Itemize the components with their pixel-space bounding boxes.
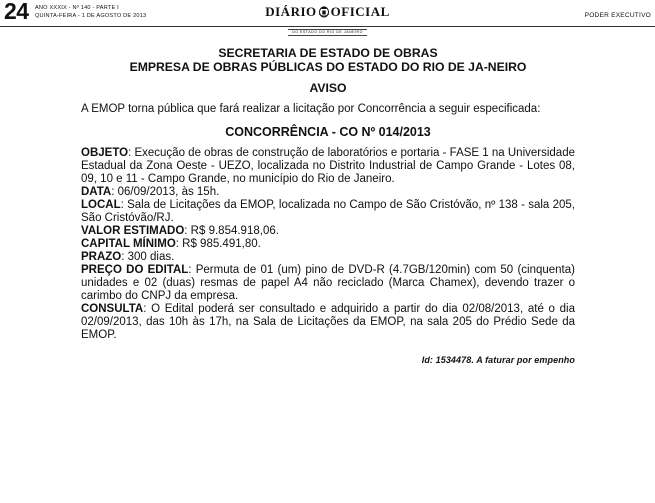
masthead-title bbox=[260, 4, 395, 20]
notice-body bbox=[81, 47, 575, 367]
objeto-text: : Execução de obras de construção de laboratórios e portaria - FASE 1 na Universidade Estadual da Zona Oeste - UEZO, localizada no Distrito Industrial de Campo Grande - Lotes 08, 09, 10 e 11 - Campo Grande, no município do Rio de Janeiro. bbox=[81, 147, 575, 185]
consulta-label: CONSULTA bbox=[81, 303, 144, 315]
notice-id: Id: 1534478. A faturar por empenho bbox=[421, 355, 575, 365]
competition-heading: CONCORRÊNCIA - CO Nº 014/2013 bbox=[225, 124, 431, 139]
valor-text: : R$ 9.854.918,06. bbox=[184, 225, 279, 237]
objeto-label: OBJETO bbox=[81, 147, 129, 159]
capital-paragraph bbox=[81, 238, 575, 251]
page-number: 24 bbox=[4, 0, 29, 24]
masthead-left: DIÁRIO bbox=[265, 4, 317, 19]
issue-info bbox=[35, 4, 146, 20]
prazo-text: : 300 dias. bbox=[121, 251, 175, 263]
header-divider bbox=[0, 26, 655, 27]
capital-text: : R$ 985.491,80. bbox=[175, 238, 261, 250]
preco-label: PREÇO DO EDITAL bbox=[81, 264, 189, 276]
org-line-1: SECRETARIA DE ESTADO DE OBRAS bbox=[218, 46, 438, 60]
consulta-text: : O Edital poderá ser consultado e adquirido a partir do dia 02/08/2013, até o dia 02/09/2013, das 10h às 17h, na Sala de Licitações da EMOP, na sala 205 do Prédio Sede da EMOP. bbox=[81, 303, 575, 341]
consulta-paragraph bbox=[81, 303, 575, 342]
valor-paragraph bbox=[81, 225, 575, 238]
data-text: : 06/09/2013, às 15h. bbox=[111, 186, 220, 198]
intro-paragraph: A EMOP torna pública que fará realizar a licitação por Concorrência a seguir especificada: bbox=[81, 102, 541, 115]
prazo-label: PRAZO bbox=[81, 251, 122, 263]
page-header bbox=[0, 0, 655, 34]
local-text: : Sala de Licitações da EMOP, localizada no Campo de São Cristóvão, nº 138 - sala 205, São Cristóvão/RJ. bbox=[81, 199, 575, 224]
masthead-subtitle: DO ESTADO DO RIO DE JANEIRO bbox=[288, 29, 367, 36]
valor-label: VALOR ESTIMADO bbox=[81, 225, 185, 237]
section-label: PODER EXECUTIVO bbox=[584, 12, 651, 19]
masthead-right: OFICIAL bbox=[330, 4, 390, 19]
org-line-2: EMPRESA DE OBRAS PÚBLICAS DO ESTADO DO RIO DE JA-NEIRO bbox=[129, 59, 527, 74]
local-paragraph bbox=[81, 199, 575, 225]
preco-text: : Permuta de 01 (um) pino de DVD-R (4.7GB/120min) com 50 (cinquenta) unidades e 02 (duas) resmas de papel A4 não reciclado (Marca Chamex), devendo trazer o carimbo do CNPJ da empresa. bbox=[81, 264, 575, 302]
coat-of-arms-seal-icon bbox=[318, 5, 330, 18]
notice-title: AVISO bbox=[309, 81, 347, 95]
data-label: DATA bbox=[81, 186, 112, 198]
date-line: QUINTA-FEIRA - 1 DE AGOSTO DE 2013 bbox=[35, 13, 147, 19]
prazo-paragraph bbox=[81, 251, 575, 264]
capital-label: CAPITAL MÍNIMO bbox=[81, 238, 176, 250]
local-label: LOCAL bbox=[81, 199, 121, 211]
objeto-paragraph bbox=[81, 147, 575, 186]
preco-paragraph bbox=[81, 264, 575, 303]
issue-line: ANO XXXIX - Nº 140 - PARTE I bbox=[35, 5, 119, 11]
data-paragraph bbox=[81, 186, 575, 199]
masthead bbox=[260, 4, 395, 38]
